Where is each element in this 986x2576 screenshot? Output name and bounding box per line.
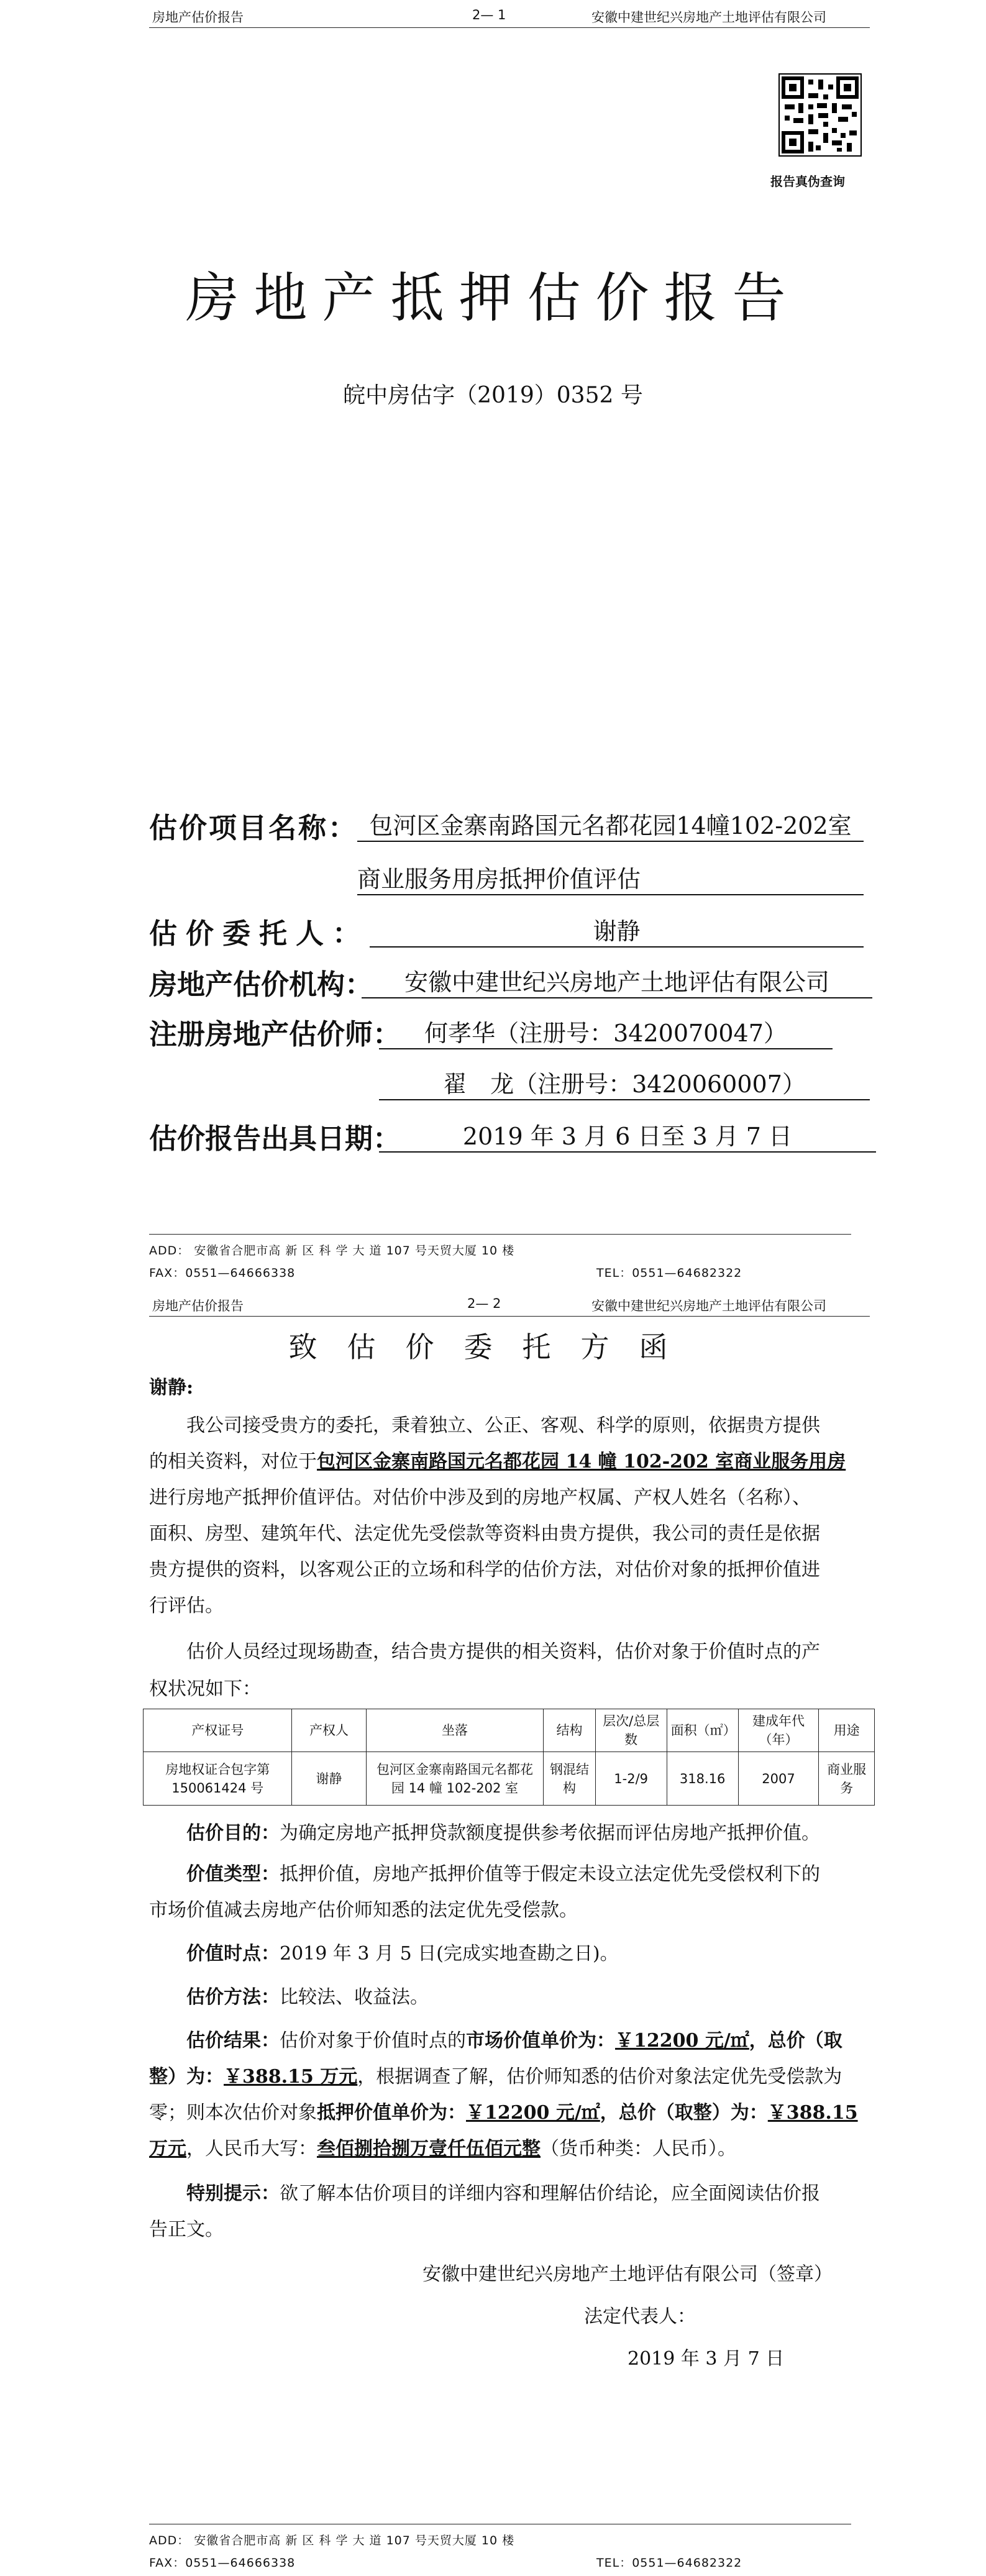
result-line-4: 万元，人民币大写：叁佰捌拾捌万壹仟伍佰元整（货币种类：人民币）。 [149, 2138, 736, 2160]
signature-representative: 法定代表人： [584, 2306, 696, 2327]
paragraph-1-line-2: 的相关资料，对位于包河区金寨南路国元名都花园 14 幢 102-202 室商业服务用房 [149, 1451, 846, 1473]
table-header: 产权人 [292, 1709, 366, 1752]
project-name-label: 估价项目名称： [149, 811, 358, 844]
table-cell: 商业服务 [819, 1752, 875, 1806]
table-header-row [144, 1709, 875, 1752]
footer-address: ADD： 安徽省合肥市高 新 区 科 学 大 道 107 号天贸大厦 10 楼 [149, 2534, 515, 2547]
result-line-2: 整）为：￥388.15 万元，根据调查了解，估价师知悉的估价对象法定优先受偿款为 [149, 2066, 842, 2088]
property-table [143, 1709, 875, 1806]
letter-title: 致估价委托方函 [288, 1330, 698, 1364]
header-left: 房地产估价报告 [152, 1299, 244, 1313]
table-header: 建成年代（年） [738, 1709, 819, 1752]
signature-company: 安徽中建世纪兴房地产土地评估有限公司（签章） [422, 2263, 833, 2285]
report-date-value: 2019 年 3 月 6 日至 3 月 7 日 [379, 1117, 876, 1153]
table-header: 结构 [544, 1709, 595, 1752]
footer-rule [149, 1234, 851, 1235]
header-right: 安徽中建世纪兴房地产土地评估有限公司 [591, 10, 826, 25]
appraiser-label: 注册房地产估价师： [149, 1018, 401, 1051]
footer-fax: FAX：0551—64666338 [149, 2556, 296, 2570]
report-date-label: 估价报告出具日期： [149, 1122, 401, 1155]
signature-date: 2019 年 3 月 7 日 [628, 2348, 785, 2370]
table-cell: 谢静 [292, 1752, 366, 1806]
footer-tel: TEL：0551—64682322 [596, 1266, 742, 1280]
table-cell: 318.16 [667, 1752, 738, 1806]
value-type-line-1: 价值类型：抵押价值，房地产抵押价值等于假定未设立法定优先受偿权利下的 [186, 1863, 820, 1885]
paragraph-2-line-1: 估价人员经过现场勘查，结合贵方提供的相关资料，估价对象于价值时点的产 [186, 1641, 820, 1663]
table-cell: 2007 [738, 1752, 819, 1806]
header-page-number: 2— 1 [472, 7, 506, 22]
table-header: 面积（㎡） [667, 1709, 738, 1752]
table-header: 产权证号 [144, 1709, 292, 1752]
purpose-line: 估价目的：为确定房地产抵押贷款额度提供参考依据而评估房地产抵押价值。 [186, 1822, 820, 1844]
table-cell: 房地权证合包字第 150061424 号 [144, 1752, 292, 1806]
footer-address: ADD： 安徽省合肥市高 新 区 科 学 大 道 107 号天贸大厦 10 楼 [149, 1244, 515, 1258]
agency-label: 房地产估价机构： [149, 968, 373, 1001]
header-right: 安徽中建世纪兴房地产土地评估有限公司 [591, 1299, 826, 1313]
footer-tel: TEL：0551—64682322 [596, 2556, 742, 2570]
value-time-line: 价值时点：2019 年 3 月 5 日(完成实地查勘之日)。 [186, 1943, 619, 1965]
agency-value: 安徽中建世纪兴房地产土地评估有限公司 [362, 963, 872, 998]
table-cell: 钢混结构 [544, 1752, 595, 1806]
paragraph-1-line-6: 行评估。 [149, 1595, 224, 1617]
paragraph-1-line-3: 进行房地产抵押价值评估。对估价中涉及到的房地产权属、产权人姓名（名称）、 [149, 1487, 811, 1509]
qr-code-icon[interactable] [778, 73, 862, 157]
appraiser-1: 何孝华（注册号：3420070047） [379, 1014, 833, 1049]
header-left: 房地产估价报告 [152, 10, 244, 25]
header-rule [149, 1316, 870, 1317]
special-note-line-1: 特别提示：欲了解本估价项目的详细内容和理解估价结论，应全面阅读估价报 [186, 2183, 820, 2204]
table-cell: 1-2/9 [595, 1752, 667, 1806]
paragraph-1-line-4: 面积、房型、建筑年代、法定优先受偿款等资料由贵方提供，我公司的责任是依据 [149, 1523, 820, 1545]
client-value: 谢静 [370, 912, 864, 948]
client-label: 估价委托人： [149, 917, 370, 950]
qr-caption: 报告真伪查询 [770, 174, 845, 189]
result-line-3: 零；则本次估价对象抵押价值单价为：￥12200 元/㎡，总价（取整）为：￥388.15 [149, 2102, 858, 2124]
table-header: 层次/总层数 [595, 1709, 667, 1752]
footer-fax: FAX：0551—64666338 [149, 1266, 296, 1280]
project-name-value-2: 商业服务用房抵押价值评估 [357, 860, 864, 895]
paragraph-1-line-1: 我公司接受贵方的委托，秉着独立、公正、客观、科学的原则，依据贵方提供 [186, 1415, 820, 1436]
paragraph-1-line-5: 贵方提供的资料，以客观公正的立场和科学的估价方法，对估价对象的抵押价值进 [149, 1559, 820, 1581]
table-row [144, 1752, 875, 1806]
header-rule [149, 27, 870, 28]
project-name-value-1: 包河区金寨南路国元名都花园14幢102-202室 [357, 806, 864, 842]
table-header: 用途 [819, 1709, 875, 1752]
value-type-line-2: 市场价值减去房地产估价师知悉的法定优先受偿款。 [149, 1899, 578, 1921]
appraiser-2: 翟 龙（注册号：3420060007） [379, 1065, 870, 1100]
report-title: 房地产抵押估价报告 [185, 267, 801, 329]
property-location: 包河区金寨南路国元名都花园 14 幢 102-202 室商业服务用房 [317, 1451, 846, 1473]
header-page-number: 2— 2 [467, 1296, 501, 1311]
table-header: 坐落 [366, 1709, 544, 1752]
result-line-1: 估价结果：估价对象于价值时点的市场价值单价为：￥12200 元/㎡，总价（取 [186, 2030, 842, 2052]
method-line: 估价方法：比较法、收益法。 [186, 1986, 429, 2008]
report-number: 皖中房估字（2019）0352 号 [343, 383, 643, 408]
table-cell: 包河区金寨南路国元名都花园 14 幢 102-202 室 [366, 1752, 544, 1806]
salutation: 谢静: [149, 1377, 194, 1399]
special-note-line-2: 告正文。 [149, 2219, 224, 2240]
paragraph-2-line-2: 权状况如下： [149, 1678, 261, 1700]
